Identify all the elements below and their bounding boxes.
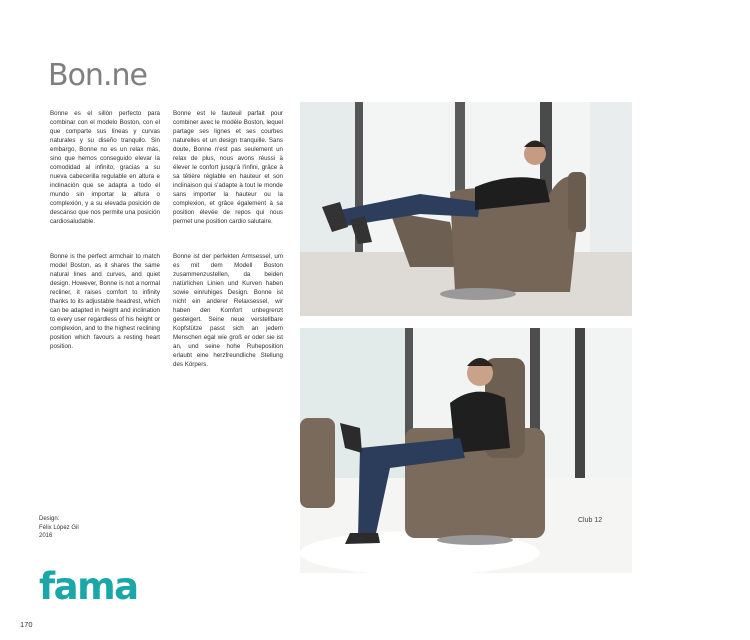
photo-reclining-illustration	[300, 102, 632, 316]
text-fr: Bonne est le fauteuil parfait pour combiner avec le modèle Boston, lequel partage ses lignes et ses courbes naturelles et un design tranquille. Sans doute, Bonne n'est pas seulement un relax de plus, nous avons réussi à élever le confort jusqu'à l'infini, grâce à sa têtière réglable en hauteur et son inclinaison qui s'adapte à tout le monde sans importer la hauteur ou la complexion, et grâce également à sa position élevée de repos qui nous permet une position cardio salutaire.	[173, 110, 283, 225]
text-es: Bonne es el sillón perfecto para combinar con el modelo Boston, con el que comparte sus líneas y curvas naturales y su diseño tranquilo. Sin embargo, Bonne no es un relax más, sino que hemos conseguido elevar la comodidad al infinito, gracias a su nueva cabecerilla regulable en altura e inclinación que se adapta a todo el mundo sin importar la altura o complexión, y a su elevada posición de descanso que nos permite una posición cardiosaludable.	[50, 110, 160, 225]
photo-sitting-illustration	[300, 328, 632, 573]
description-german	[173, 253, 283, 370]
fabric-label: Club 12	[578, 517, 603, 524]
photo-sitting	[300, 328, 632, 573]
photo-reclining	[300, 102, 632, 316]
description-french	[173, 110, 283, 227]
text-en: Bonne is the perfect armchair to match model Boston, as it shares the same natural lines and curves, and quiet design. However, Bonne is not a normal recliner, it raises comfort to infinity thanks to its adjustable headrest, which can be adapted in height and inclination to every user regardless of his height or complexion, and to the highest reclining position which favours a resting heart position.	[50, 253, 160, 350]
designer-name: Félix López Gil	[39, 524, 79, 531]
design-credits	[39, 515, 79, 541]
page-number: 170	[20, 620, 33, 629]
design-year: 2016	[39, 533, 53, 540]
text-de: Bonne ist der perfekten Armsessel, um es mit dem Modell Boston zusammenzustellen, da beiden natürlichen Linien und Kurven haben sowie einruhiges Design. Bonne ist nicht ein anderer Relaxsessel, wir haben den Komfort unbegrenzt gesteigert. Seine neue verstellbare Kopfstütze passt sich an jedem Menschen egal wie groß er oder sie ist an, und seine hohe Ruheposition erlaubt eine herzfreundliche Stellung des Körpers.	[173, 253, 283, 368]
description-english	[50, 253, 160, 352]
description-spanish	[50, 110, 160, 227]
fama-logo: fama	[39, 565, 138, 608]
design-label: Design:	[39, 516, 60, 522]
page-title: Bon.ne	[48, 58, 147, 93]
